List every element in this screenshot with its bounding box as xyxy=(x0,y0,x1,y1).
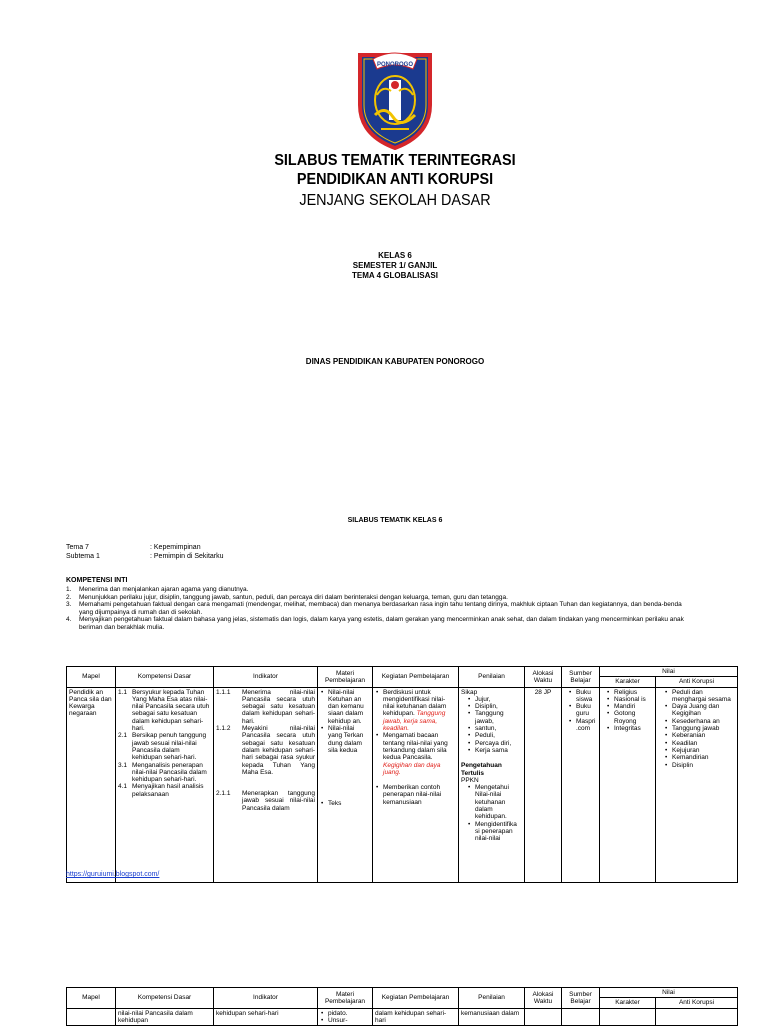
cell-anti-korupsi: • Peduli dan menghargai sesama • Daya Juang dan Kegigihan • Kesederhana an • Tanggung jawab • Keberanian • Keadilan • Kejujuran • Kemandirian • Disiplin xyxy=(656,687,738,882)
class-label: KELAS 6 xyxy=(378,251,412,260)
document-title-line2: PENDIDIKAN ANTI KORUPSI xyxy=(296,171,494,188)
kompetensi-inti-title: KOMPETENSI INTI xyxy=(66,577,128,584)
header-karakter: Karakter xyxy=(600,677,656,687)
table-row xyxy=(67,687,738,882)
header-materi: Materi Pembelajaran xyxy=(318,667,373,688)
kompetensi-inti-list xyxy=(66,586,696,632)
header-anti-korupsi: Anti Korupsi xyxy=(656,677,738,687)
theme-label: TEMA 4 GLOBALISASI xyxy=(352,271,438,280)
cell-kompetensi-dasar: 1.1 Bersyukur kepada Tuhan Yang Maha Esa atas nilai-nilai Pancasila secara utuh sebagai satu kesatuan dalam kehidupan sehari-hari. 2.1 Bersikap penuh tanggung jawab sesuai nilai-nilai Pancasila dalam kehidupan sehari-hari. 3.1 Menganalisis penerapan nilai-nilai Pancasila dalam kehidupan sehari-hari. 4.1 Menyajikan hasil analisis pelaksanaan xyxy=(116,687,214,882)
cell-mapel: Pendidik an Panca sila dan Kewarga negaraan xyxy=(67,687,116,882)
header-mapel: Mapel xyxy=(67,667,116,688)
header-nilai: Nilai xyxy=(600,667,738,677)
svg-text:PONOROGO: PONOROGO xyxy=(376,62,414,68)
cell-materi: • Nilai-nilai Ketuhan an dan kemanu siaan dalam kehidup an. • Nilai-nilai yang Terkan dung dalam sila kedua • Teks xyxy=(318,687,373,882)
list-item: 3. Memahami pengetahuan faktual dengan cara mengamati (mendengar, melihat, membaca) dan menanya berdasarkan rasa ingin tahu tentang dirinya, makhluk ciptaan Tuhan dan kegiatannya, dan benda-benda yang dijumpainya di rumah dan di sekolah. xyxy=(66,601,682,616)
header-kegiatan: Kegiatan Pembelajaran xyxy=(373,667,459,688)
subtema-row: Subtema 1 : Pemimpin di Sekitarku xyxy=(66,553,224,560)
table-header-row: Mapel Kompetensi Dasar Indikator Materi Pembelajaran Kegiatan Pembelajaran Penilaian Alokasi Waktu Sumber Belajar Nilai xyxy=(67,988,738,998)
cell-indikator: 1.1.1 Menerima nilai-nilai Pancasila secara utuh sebagai satu kesatuan dalam kehidupan sehari-hari. 1.1.2 Meyakini nilai-nilai Pancasila secara utuh sebagai satu kesatuan dalam kehidupan sehari-hari sebagai rasa syukur kepada Tuhan Yang Maha Esa. 2.1.1 Menerapkan tanggung jawab sesuai nilai-nilai Pancasila dalam xyxy=(214,687,318,882)
list-item: 4. Menyajikan pengetahuan faktual dalam bahasa yang jelas, sistematis dan logis, dalam karya yang estetis, dalam gerakan yang mencerminkan anak sehat, dan dalam tindakan yang mencerminkan perilaku anak beriman dan berakhlak mulia. xyxy=(66,616,684,631)
document-subtitle: JENJANG SEKOLAH DASAR xyxy=(299,192,491,209)
cell-penilaian: Sikap • Jujur, • Disiplin, • Tanggung jawab, • santun, • Peduli, • Percaya diri, • Kerja sama Pengetahuan Tertulis PPKN • Mengetahui Nilai-nilai ketuhanan dalam kehidupan. • Mengidentifika si penerapan nilai-nilai xyxy=(459,687,525,882)
syllabus-table-continued: Mapel Kompetensi Dasar Indikator Materi Pembelajaran Kegiatan Pembelajaran Penilaian Alokasi Waktu Sumber Belajar Nilai Karakter Anti Korupsi nilai-nilai Pancasila dalam kehidupan kehidupan sehari-hari • pidato. • Unsur- dalam kehidupan sehari-hari kemanusiaan dalam xyxy=(66,987,738,1026)
header-indikator: Indikator xyxy=(214,667,318,688)
footer-link[interactable]: https://guruiumi.blogspot.com/ xyxy=(66,871,160,878)
semester-label: SEMESTER 1/ GANJIL xyxy=(352,261,438,270)
tema-row: Tema 7 : Kepemimpinan xyxy=(66,544,201,551)
cell-alokasi: 28 JP xyxy=(525,687,562,882)
ponorogo-emblem-logo xyxy=(355,45,435,150)
header-sumber: Sumber Belajar xyxy=(562,667,600,688)
header-kompetensi-dasar: Kompetensi Dasar xyxy=(116,667,214,688)
table-header-row xyxy=(67,667,738,677)
cell-sumber: • Buku siswa • Buku guru • Maspri .com xyxy=(562,687,600,882)
cell-karakter: • Religius • Nasional is • Mandiri • Gotong Royong • Integritas xyxy=(600,687,656,882)
syllabus-table xyxy=(66,666,738,883)
agency-name: DINAS PENDIDIKAN KABUPATEN PONOROGO xyxy=(305,357,485,366)
list-item: 2. Menunjukkan perilaku jujur, disiplin, tanggung jawab, santun, peduli, dan percaya diri dalam berinteraksi dengan keluarga, teman, guru dan tetangga. xyxy=(66,593,508,601)
document-title: SILABUS TEMATIK TERINTEGRASI xyxy=(274,152,516,169)
header-alokasi: Alokasi Waktu xyxy=(525,667,562,688)
list-item: 1. Menerima dan menjalankan ajaran agama yang dianutnya. xyxy=(66,586,249,593)
header-penilaian: Penilaian xyxy=(459,667,525,688)
section-title: SILABUS TEMATIK KELAS 6 xyxy=(347,517,443,524)
table-row: nilai-nilai Pancasila dalam kehidupan kehidupan sehari-hari • pidato. • Unsur- dalam kehidupan sehari-hari kemanusiaan dalam xyxy=(67,1008,738,1026)
cell-kegiatan: • Berdiskusi untuk mengidentifikasi nilai-nilai ketuhanan dalam kehidupan. Tanggung jawab, kerja sama, keadilan. • Mengamati bacaan tentang nilai-nilai yang terkandung dalam sila kedua Pancasila. Kegigihan dan daya juang. • Memberikan contoh penerapan nilai-nilai kemanusiaan xyxy=(373,687,459,882)
